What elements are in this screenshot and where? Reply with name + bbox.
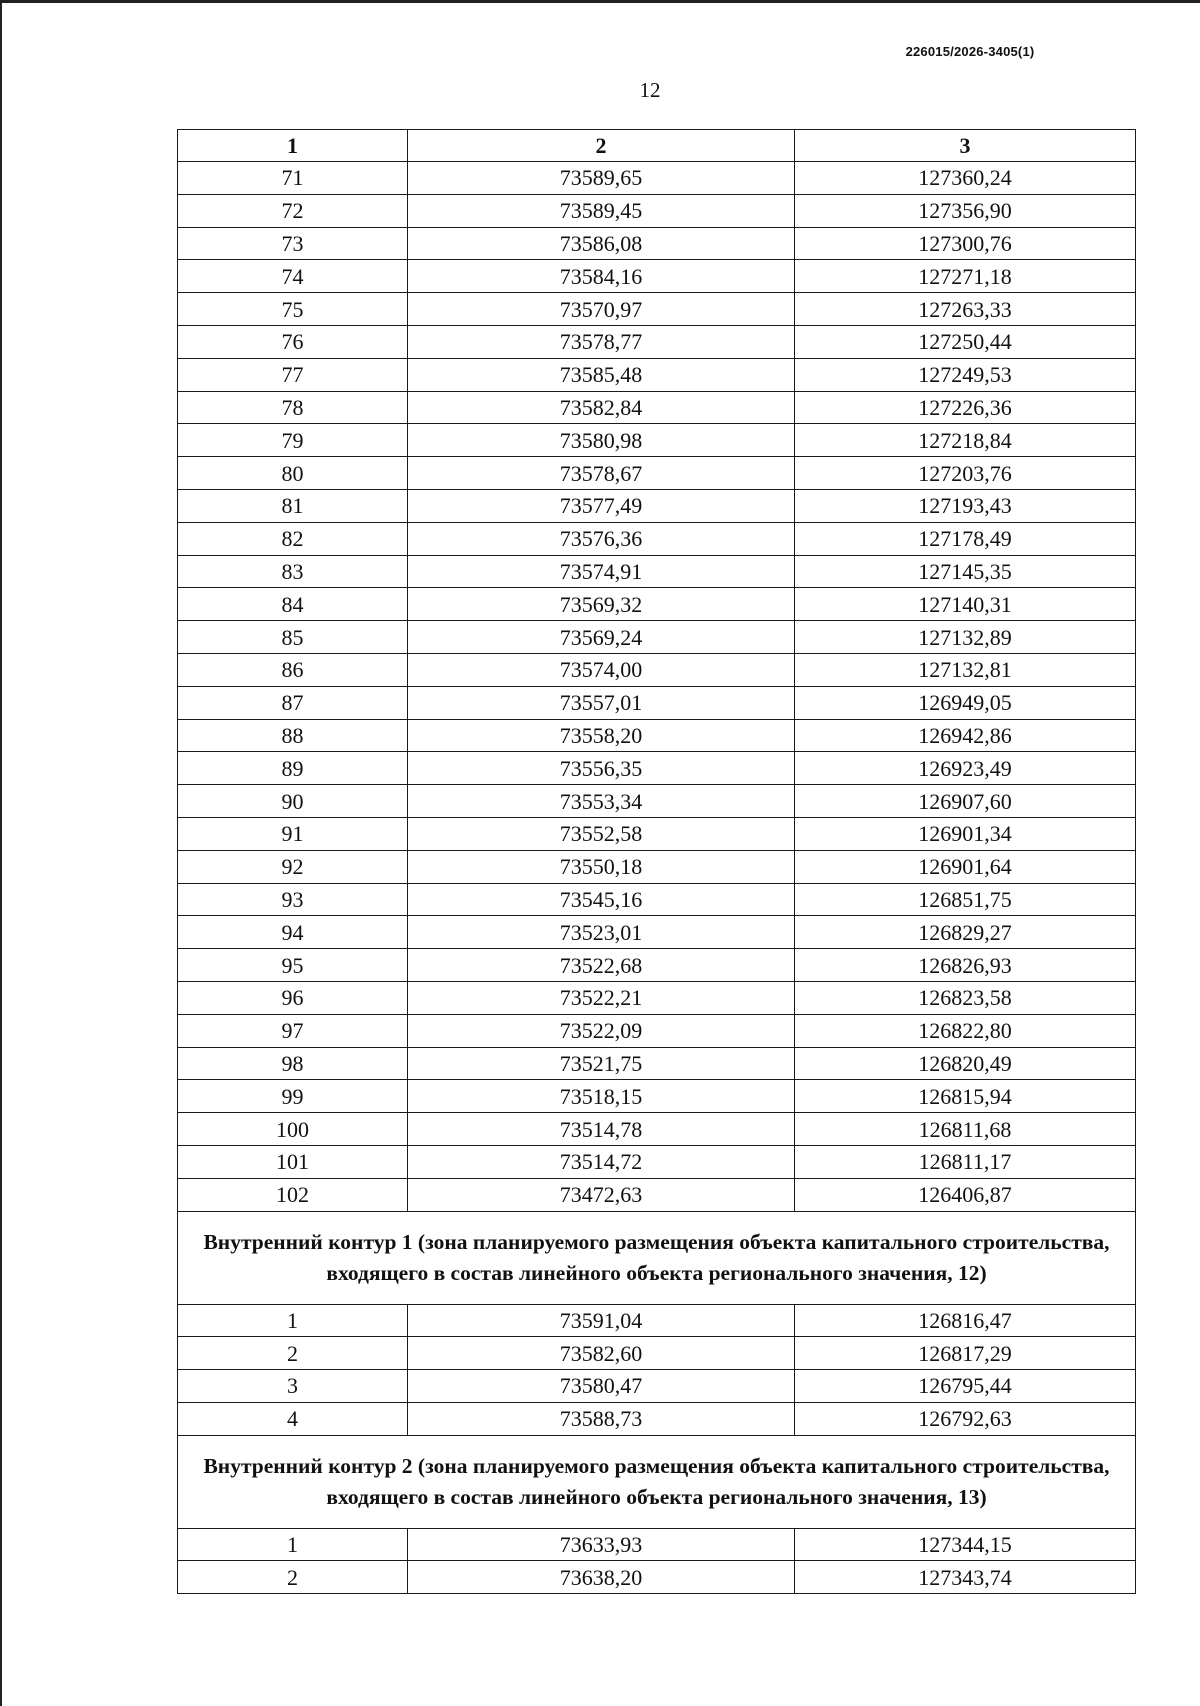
point-number-cell: 2 (178, 1561, 408, 1594)
table-row (178, 162, 1136, 195)
column-header-1: 1 (178, 130, 408, 162)
x-coordinate-cell: 73576,36 (408, 522, 795, 555)
coordinates-table (177, 129, 1136, 1594)
y-coordinate-cell: 127249,53 (795, 358, 1136, 391)
point-number-cell: 73 (178, 227, 408, 260)
point-number-cell: 77 (178, 358, 408, 391)
point-number-cell: 99 (178, 1080, 408, 1113)
y-coordinate-cell: 126901,64 (795, 850, 1136, 883)
table-row (178, 260, 1136, 293)
x-coordinate-cell: 73574,91 (408, 555, 795, 588)
table-row (178, 916, 1136, 949)
page-number: 12 (639, 78, 661, 102)
x-coordinate-cell: 73569,24 (408, 621, 795, 654)
point-number-cell: 1 (178, 1528, 408, 1561)
table-row (178, 424, 1136, 457)
y-coordinate-cell: 126406,87 (795, 1178, 1136, 1211)
x-coordinate-cell: 73584,16 (408, 260, 795, 293)
y-coordinate-cell: 126851,75 (795, 883, 1136, 916)
y-coordinate-cell: 127356,90 (795, 194, 1136, 227)
x-coordinate-cell: 73472,63 (408, 1178, 795, 1211)
table-row (178, 555, 1136, 588)
table-row (178, 752, 1136, 785)
table-row (178, 883, 1136, 916)
point-number-cell: 81 (178, 489, 408, 522)
y-coordinate-cell: 127343,74 (795, 1561, 1136, 1594)
point-number-cell: 80 (178, 457, 408, 490)
column-header-2: 2 (408, 130, 795, 162)
point-number-cell: 72 (178, 194, 408, 227)
table-row (178, 358, 1136, 391)
x-coordinate-cell: 73518,15 (408, 1080, 795, 1113)
table-row (178, 457, 1136, 490)
y-coordinate-cell: 127145,35 (795, 555, 1136, 588)
table-row (178, 817, 1136, 850)
table-row (178, 981, 1136, 1014)
y-coordinate-cell: 127218,84 (795, 424, 1136, 457)
table-row (178, 785, 1136, 818)
table-row (178, 1145, 1136, 1178)
point-number-cell: 101 (178, 1145, 408, 1178)
point-number-cell: 97 (178, 1014, 408, 1047)
y-coordinate-cell: 127140,31 (795, 588, 1136, 621)
table-row (178, 1113, 1136, 1146)
scan-border-top (0, 0, 1200, 3)
x-coordinate-cell: 73558,20 (408, 719, 795, 752)
x-coordinate-cell: 73582,84 (408, 391, 795, 424)
point-number-cell: 84 (178, 588, 408, 621)
y-coordinate-cell: 127344,15 (795, 1528, 1136, 1561)
x-coordinate-cell: 73633,93 (408, 1528, 795, 1561)
y-coordinate-cell: 127132,81 (795, 653, 1136, 686)
y-coordinate-cell: 127203,76 (795, 457, 1136, 490)
point-number-cell: 78 (178, 391, 408, 424)
x-coordinate-cell: 73556,35 (408, 752, 795, 785)
y-coordinate-cell: 126901,34 (795, 817, 1136, 850)
section-title: Внутренний контур 1 (зона планируемого размещения объекта капитального строительства, входящего в состав линейного объекта регионального значения, 12) (178, 1211, 1136, 1304)
table-row (178, 1337, 1136, 1370)
y-coordinate-cell: 127178,49 (795, 522, 1136, 555)
point-number-cell: 92 (178, 850, 408, 883)
x-coordinate-cell: 73522,09 (408, 1014, 795, 1047)
table-row (178, 489, 1136, 522)
x-coordinate-cell: 73591,04 (408, 1304, 795, 1337)
table-row (178, 621, 1136, 654)
point-number-cell: 98 (178, 1047, 408, 1080)
point-number-cell: 3 (178, 1370, 408, 1403)
x-coordinate-cell: 73582,60 (408, 1337, 795, 1370)
point-number-cell: 75 (178, 293, 408, 326)
x-coordinate-cell: 73550,18 (408, 850, 795, 883)
x-coordinate-cell: 73545,16 (408, 883, 795, 916)
x-coordinate-cell: 73589,45 (408, 194, 795, 227)
point-number-cell: 93 (178, 883, 408, 916)
column-header-3: 3 (795, 130, 1136, 162)
y-coordinate-cell: 126820,49 (795, 1047, 1136, 1080)
table-row (178, 1178, 1136, 1211)
y-coordinate-cell: 126792,63 (795, 1402, 1136, 1435)
point-number-cell: 102 (178, 1178, 408, 1211)
x-coordinate-cell: 73553,34 (408, 785, 795, 818)
table-row (178, 325, 1136, 358)
table-row (178, 1370, 1136, 1403)
x-coordinate-cell: 73574,00 (408, 653, 795, 686)
x-coordinate-cell: 73522,21 (408, 981, 795, 1014)
y-coordinate-cell: 127263,33 (795, 293, 1136, 326)
point-number-cell: 91 (178, 817, 408, 850)
point-number-cell: 90 (178, 785, 408, 818)
y-coordinate-cell: 126923,49 (795, 752, 1136, 785)
table-body (178, 162, 1136, 1594)
y-coordinate-cell: 126795,44 (795, 1370, 1136, 1403)
y-coordinate-cell: 126811,68 (795, 1113, 1136, 1146)
section-header-row (178, 1211, 1136, 1304)
point-number-cell: 2 (178, 1337, 408, 1370)
x-coordinate-cell: 73552,58 (408, 817, 795, 850)
table-row (178, 653, 1136, 686)
y-coordinate-cell: 126816,47 (795, 1304, 1136, 1337)
point-number-cell: 1 (178, 1304, 408, 1337)
y-coordinate-cell: 127250,44 (795, 325, 1136, 358)
table-row (178, 1047, 1136, 1080)
y-coordinate-cell: 127132,89 (795, 621, 1136, 654)
x-coordinate-cell: 73580,98 (408, 424, 795, 457)
table-row (178, 850, 1136, 883)
y-coordinate-cell: 127360,24 (795, 162, 1136, 195)
y-coordinate-cell: 127193,43 (795, 489, 1136, 522)
point-number-cell: 74 (178, 260, 408, 293)
table-row (178, 949, 1136, 982)
table-row (178, 227, 1136, 260)
point-number-cell: 83 (178, 555, 408, 588)
table-row (178, 719, 1136, 752)
point-number-cell: 94 (178, 916, 408, 949)
point-number-cell: 95 (178, 949, 408, 982)
point-number-cell: 71 (178, 162, 408, 195)
point-number-cell: 96 (178, 981, 408, 1014)
table-row (178, 391, 1136, 424)
table-row (178, 1561, 1136, 1594)
table-row (178, 194, 1136, 227)
y-coordinate-cell: 126815,94 (795, 1080, 1136, 1113)
y-coordinate-cell: 126942,86 (795, 719, 1136, 752)
document-id: 226015/2026-3405(1) (905, 44, 1035, 59)
table-row (178, 293, 1136, 326)
x-coordinate-cell: 73585,48 (408, 358, 795, 391)
y-coordinate-cell: 127271,18 (795, 260, 1136, 293)
x-coordinate-cell: 73638,20 (408, 1561, 795, 1594)
x-coordinate-cell: 73569,32 (408, 588, 795, 621)
x-coordinate-cell: 73588,73 (408, 1402, 795, 1435)
x-coordinate-cell: 73570,97 (408, 293, 795, 326)
x-coordinate-cell: 73586,08 (408, 227, 795, 260)
table-row (178, 1402, 1136, 1435)
x-coordinate-cell: 73577,49 (408, 489, 795, 522)
x-coordinate-cell: 73557,01 (408, 686, 795, 719)
x-coordinate-cell: 73589,65 (408, 162, 795, 195)
table-row (178, 1304, 1136, 1337)
point-number-cell: 89 (178, 752, 408, 785)
x-coordinate-cell: 73578,77 (408, 325, 795, 358)
table-row (178, 588, 1136, 621)
x-coordinate-cell: 73578,67 (408, 457, 795, 490)
y-coordinate-cell: 126811,17 (795, 1145, 1136, 1178)
section-header-row (178, 1435, 1136, 1528)
point-number-cell: 100 (178, 1113, 408, 1146)
point-number-cell: 76 (178, 325, 408, 358)
table-row (178, 1080, 1136, 1113)
x-coordinate-cell: 73514,72 (408, 1145, 795, 1178)
x-coordinate-cell: 73580,47 (408, 1370, 795, 1403)
section-title: Внутренний контур 2 (зона планируемого размещения объекта капитального строительства, входящего в состав линейного объекта регионального значения, 13) (178, 1435, 1136, 1528)
point-number-cell: 87 (178, 686, 408, 719)
point-number-cell: 4 (178, 1402, 408, 1435)
y-coordinate-cell: 126907,60 (795, 785, 1136, 818)
point-number-cell: 88 (178, 719, 408, 752)
table-row (178, 522, 1136, 555)
y-coordinate-cell: 126823,58 (795, 981, 1136, 1014)
table-row (178, 686, 1136, 719)
y-coordinate-cell: 126822,80 (795, 1014, 1136, 1047)
table-row (178, 1014, 1136, 1047)
y-coordinate-cell: 126826,93 (795, 949, 1136, 982)
x-coordinate-cell: 73514,78 (408, 1113, 795, 1146)
point-number-cell: 79 (178, 424, 408, 457)
table-header-row (178, 130, 1136, 162)
table-row (178, 1528, 1136, 1561)
y-coordinate-cell: 126949,05 (795, 686, 1136, 719)
y-coordinate-cell: 127226,36 (795, 391, 1136, 424)
x-coordinate-cell: 73523,01 (408, 916, 795, 949)
y-coordinate-cell: 127300,76 (795, 227, 1136, 260)
point-number-cell: 85 (178, 621, 408, 654)
x-coordinate-cell: 73521,75 (408, 1047, 795, 1080)
y-coordinate-cell: 126829,27 (795, 916, 1136, 949)
scan-border-left (0, 0, 2, 1706)
point-number-cell: 86 (178, 653, 408, 686)
y-coordinate-cell: 126817,29 (795, 1337, 1136, 1370)
point-number-cell: 82 (178, 522, 408, 555)
x-coordinate-cell: 73522,68 (408, 949, 795, 982)
